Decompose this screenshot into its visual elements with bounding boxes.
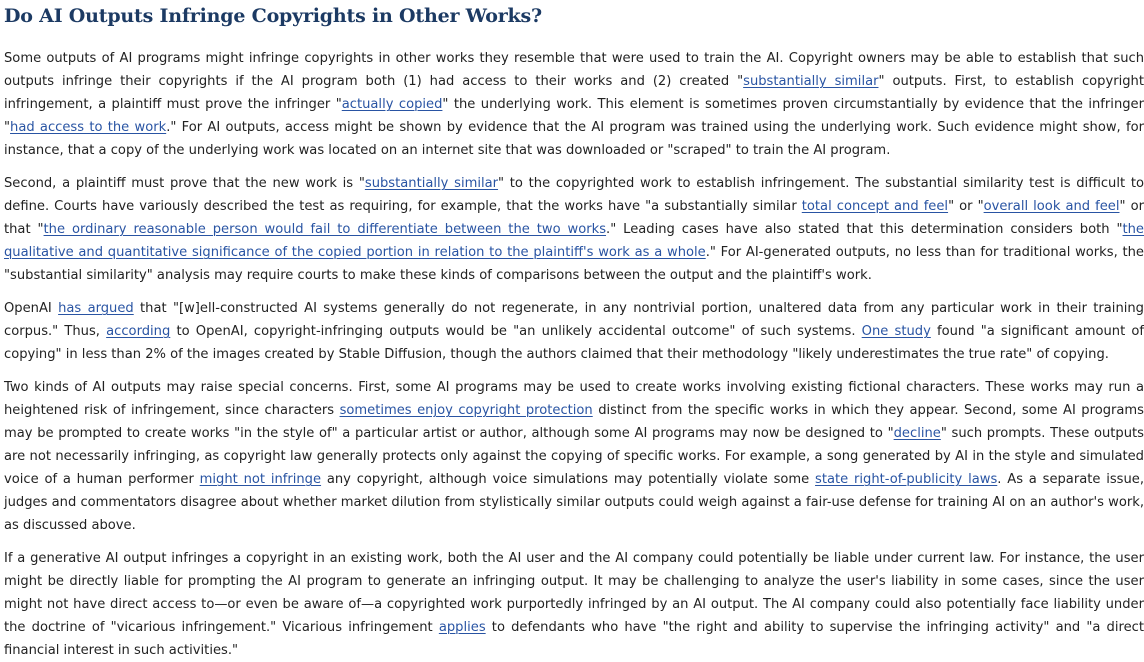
paragraph-text: " such prompts. These outputs are not necessarily infringing, as copyright law generally protects only against the copying of specific works. For example, a song generated by AI in the style and simulated voice of a human performer (4, 426, 1144, 487)
inline-link[interactable]: sometimes enjoy copyright protection (339, 403, 593, 418)
inline-link[interactable]: according (106, 324, 171, 339)
inline-link[interactable]: substantially similar (364, 176, 499, 191)
paragraph-text: " or " (948, 199, 984, 214)
paragraph-text: " the underlying work. This element is sometimes proven circumstantially by evidence that the infringer " (4, 97, 1144, 135)
paragraph-text: Some outputs of AI programs might infringe copyrights in other works they resemble that were used to train the AI. Copyright owners may be able to establish that such outputs infringe their copyrights if the AI program both (1) had access to their works and (2) created " (4, 51, 1144, 89)
paragraph-substantial-similarity (4, 172, 1144, 287)
inline-link[interactable]: One study (861, 324, 931, 339)
paragraph-text: any copyright, although voice simulations may potentially violate some (321, 472, 816, 487)
article (4, 0, 1144, 662)
paragraph-access (4, 47, 1144, 162)
paragraph-liability (4, 547, 1144, 662)
inline-link[interactable]: the qualitative and quantitative significance of the copied portion in relation to the plaintiff's work as a whole (4, 222, 1144, 260)
paragraph-text: ." For AI outputs, access might be shown by evidence that the AI program was trained using the underlying work. Such evidence might show, for instance, that a copy of the underlying work was located on an internet site that was downloaded or "scraped" to train the AI program. (4, 120, 1144, 158)
inline-link[interactable]: the ordinary reasonable person would fail to differentiate between the two works (43, 222, 607, 237)
paragraph-text: ." Leading cases have also stated that this determination considers both " (606, 222, 1123, 237)
inline-link[interactable]: decline (893, 426, 941, 441)
paragraph-openai-argument (4, 297, 1144, 366)
paragraph-text: to defendants who have "the right and ability to supervise the infringing activity" and "a direct financial interest in such activities." (4, 620, 1144, 658)
inline-link[interactable]: total concept and feel (801, 199, 949, 214)
paragraph-text: " or that " (4, 199, 1144, 237)
paragraph-text: Two kinds of AI outputs may raise special concerns. First, some AI programs may be used to create works involving existing fictional characters. These works may run a heightened risk of infringement, since characters (4, 380, 1144, 418)
paragraph-text: If a generative AI output infringes a copyright in an existing work, both the AI user and the AI company could potentially be liable under current law. For instance, the user might be directly liable for prompting the AI program to generate an infringing output. It may be challenging to analyze the user's liability in some cases, since the user might not have direct access to—or even be aware of—a copyrighted work purportedly infringed by an AI output. The AI company could also potentially face liability under the doctrine of "vicarious infringement." Vicarious infringement (4, 551, 1144, 635)
paragraph-text: that "[w]ell-constructed AI systems generally do not regenerate, in any nontrivial portion, unaltered data from any particular work in their training corpus." Thus, (4, 301, 1144, 339)
paragraph-text: ." For AI-generated outputs, no less than for traditional works, the "substantial similarity" analysis may require courts to make these kinds of comparisons between the output and the plaintiff's work. (4, 245, 1144, 283)
inline-link[interactable]: has argued (58, 301, 134, 316)
paragraph-text: found "a significant amount of copying" in less than 2% of the images created by Stable Diffusion, though the authors claimed that their methodology "likely underestimates the true rate" of copying. (4, 324, 1144, 362)
paragraph-text: to OpenAI, copyright-infringing outputs would be "an unlikely accidental outcome" of such systems. (170, 324, 862, 339)
section-heading: Do AI Outputs Infringe Copyrights in Other Works? (4, 5, 542, 27)
inline-link[interactable]: actually copied (341, 97, 443, 112)
paragraph-text: " outputs. First, to establish copyright infringement, a plaintiff must prove the infringer " (4, 74, 1144, 112)
inline-link[interactable]: state right-of-publicity laws (815, 472, 998, 487)
paragraph-text: OpenAI (4, 301, 59, 316)
inline-link[interactable]: substantially similar (743, 74, 879, 89)
inline-link[interactable]: overall look and feel (983, 199, 1120, 214)
paragraph-text: . As a separate issue, judges and commentators disagree about whether market dilution from stylistically similar outputs could weigh against a fair-use defense for training AI on an author's work, as discussed above. (4, 472, 1144, 533)
inline-link[interactable]: had access to the work (10, 120, 167, 135)
inline-link[interactable]: might not infringe (199, 472, 322, 487)
paragraph-text: " to the copyrighted work to establish infringement. The substantial similarity test is difficult to define. Courts have variously described the test as requiring, for example, that the works have "a substantially similar (4, 176, 1144, 214)
paragraph-text: Second, a plaintiff must prove that the new work is " (4, 176, 365, 191)
paragraph-special-concerns (4, 376, 1144, 537)
paragraph-text: distinct from the specific works in which they appear. Second, some AI programs may be prompted to create works "in the style of" a particular artist or author, although some AI programs may now be designed to " (4, 403, 1144, 441)
inline-link[interactable]: applies (438, 620, 486, 635)
